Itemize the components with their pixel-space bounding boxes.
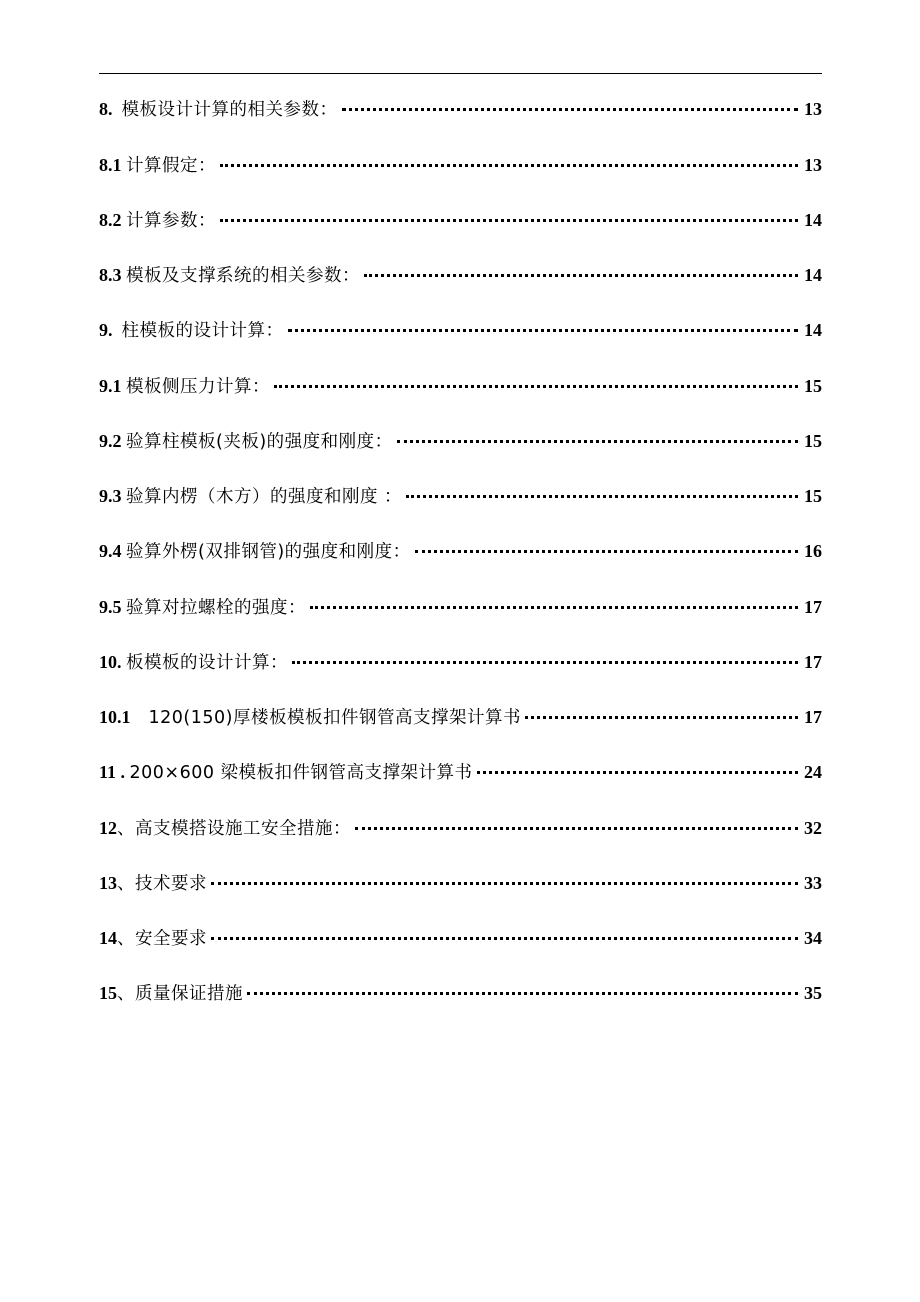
toc-leader-dots xyxy=(220,164,798,167)
toc-entry-number: 9. xyxy=(99,320,113,341)
toc-entry-title: 验算内楞（木方）的强度和刚度 ： xyxy=(126,487,403,507)
toc-leader-dots xyxy=(247,992,798,995)
toc-entry-page: 24 xyxy=(804,762,822,783)
toc-leader-dots xyxy=(288,329,799,332)
toc-entry-title: 计算参数： xyxy=(126,210,216,231)
toc-entry-title: 模板设计计算的相关参数： xyxy=(121,100,338,121)
toc-entry-number: 9.2 xyxy=(99,430,122,451)
toc-entry-page: 15 xyxy=(804,486,822,506)
toc-leader-dots xyxy=(310,606,798,609)
toc-entry-title: 验算柱模板(夹板)的强度和刚度： xyxy=(126,431,393,452)
toc-entry-number: 13 xyxy=(99,872,117,893)
toc-entry-title: 板模板的设计计算： xyxy=(126,652,288,673)
toc-entry[interactable] xyxy=(99,515,822,570)
toc-entry-page: 17 xyxy=(804,596,822,617)
toc-entry-title: 验算对拉螺栓的强度： xyxy=(126,597,306,618)
toc-leader-dots xyxy=(342,108,799,111)
toc-leader-dots xyxy=(415,550,798,553)
toc-entry-title: 计算假定： xyxy=(126,155,216,176)
toc-entry-page: 15 xyxy=(804,375,822,396)
toc-entry[interactable] xyxy=(99,957,822,1012)
toc-leader-dots xyxy=(525,716,798,719)
toc-entry-title: 、高支模搭设施工安全措施： xyxy=(117,818,351,839)
toc-entry-number: 9.3 xyxy=(99,486,122,506)
toc-entry-number: 8.2 xyxy=(99,209,122,230)
toc-entry-number: 8.1 xyxy=(99,154,122,175)
toc-entry[interactable] xyxy=(99,405,822,460)
toc-leader-dots xyxy=(477,771,798,774)
toc-entry[interactable] xyxy=(99,902,822,957)
toc-entry[interactable] xyxy=(99,349,822,404)
toc-entry-page: 17 xyxy=(804,707,822,727)
toc-entry[interactable] xyxy=(99,294,822,349)
toc-entry-page: 34 xyxy=(804,928,822,948)
toc-entry[interactable] xyxy=(99,626,822,681)
toc-entry-page: 14 xyxy=(804,265,822,285)
toc-entry[interactable] xyxy=(99,73,822,128)
toc-entry-title: 、安全要求 xyxy=(117,929,207,949)
toc-leader-dots xyxy=(355,827,798,830)
toc-entry-number: 8.3 xyxy=(99,265,122,285)
toc-entry-title: 模板及支撑系统的相关参数： xyxy=(126,266,360,286)
toc-entry-number: 10.1 xyxy=(99,707,131,727)
toc-entry-page: 14 xyxy=(804,209,822,230)
toc-entry-gap xyxy=(113,98,122,120)
toc-entry-page: 14 xyxy=(804,320,822,341)
toc-entry-number: 11 . xyxy=(99,762,126,783)
toc-entry[interactable] xyxy=(99,128,822,183)
toc-entry[interactable] xyxy=(99,184,822,239)
toc-entry-number: 15 xyxy=(99,983,117,1004)
toc-leader-dots xyxy=(220,219,798,222)
toc-entry-title: 200×600 梁模板扣件钢管高支撑架计算书 xyxy=(129,763,473,784)
toc-entry[interactable] xyxy=(99,847,822,902)
toc-entry-gap xyxy=(113,319,122,341)
toc-leader-dots xyxy=(364,274,798,277)
toc-entry-number: 9.5 xyxy=(99,596,122,617)
toc-entry-page: 13 xyxy=(804,99,822,120)
toc-entry-title: 、技术要求 xyxy=(117,873,207,894)
toc-entry-number: 9.1 xyxy=(99,375,122,396)
toc-entry-title: 验算外楞(双排钢管)的强度和刚度： xyxy=(126,542,411,563)
toc-entry[interactable] xyxy=(99,791,822,846)
toc-entry-page: 32 xyxy=(804,817,822,838)
toc-entry-page: 16 xyxy=(804,541,822,562)
toc-leader-dots xyxy=(211,937,798,940)
toc-entry-title: 模板侧压力计算： xyxy=(126,376,270,397)
toc-entry-page: 35 xyxy=(804,983,822,1004)
toc-leader-dots xyxy=(211,882,798,885)
toc-leader-dots xyxy=(397,440,798,443)
toc-entry-gap xyxy=(131,706,149,728)
toc-entry-number: 12 xyxy=(99,817,117,838)
toc-entry[interactable] xyxy=(99,681,822,736)
toc-entry-title: 120(150)厚楼板模板扣件钢管高支撑架计算书 xyxy=(148,708,521,728)
toc-entry-number: 10. xyxy=(99,651,122,672)
toc-entry[interactable] xyxy=(99,736,822,791)
toc-entry-title: 、质量保证措施 xyxy=(117,984,243,1005)
table-of-contents xyxy=(99,73,822,1012)
toc-entry[interactable] xyxy=(99,460,822,515)
toc-entry-page: 13 xyxy=(804,154,822,175)
toc-entry-page: 33 xyxy=(804,872,822,893)
toc-leader-dots xyxy=(406,495,798,498)
toc-leader-dots xyxy=(274,385,798,388)
toc-leader-dots xyxy=(292,661,798,664)
toc-entry-number: 9.4 xyxy=(99,541,122,562)
toc-entry-number: 8. xyxy=(99,99,113,120)
toc-entry-page: 17 xyxy=(804,651,822,672)
toc-entry-title: 柱模板的设计计算： xyxy=(121,321,284,342)
toc-entry-page: 15 xyxy=(804,430,822,451)
toc-entry-number: 14 xyxy=(99,928,117,948)
toc-entry[interactable] xyxy=(99,239,822,294)
toc-entry[interactable] xyxy=(99,570,822,625)
